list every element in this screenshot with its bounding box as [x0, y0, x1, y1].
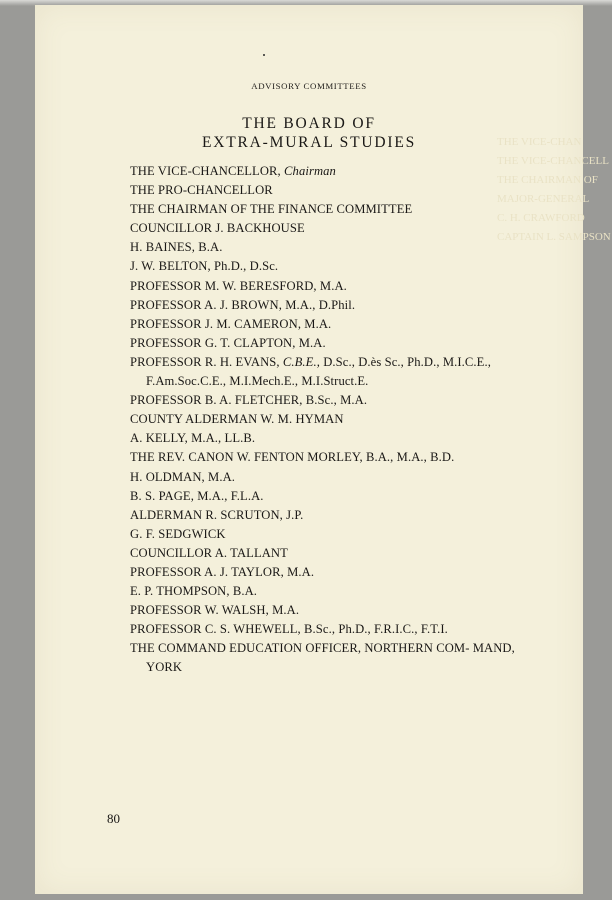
- member-item: PROFESSOR B. A. FLETCHER, B.Sc., M.A.: [130, 393, 368, 408]
- member-honour: C.B.E.,: [282, 354, 320, 369]
- member-item: THE COMMAND EDUCATION OFFICER, NORTHERN COM- MAND, YORK: [130, 641, 515, 675]
- show-through-ghost-text: THE VICE-CHAN THE VICE-CHANCELL THE CHAIRMAN OF MAJOR-GENERAL C. H. CRAWFORD CAPTAIN L. SAMPSON: [497, 136, 611, 243]
- member-item: PROFESSOR A. J. TAYLOR, M.A.: [130, 564, 315, 579]
- member-item: PROFESSOR C. S. WHEWELL, B.Sc., Ph.D., F.R.I.C., F.T.I.: [130, 622, 448, 637]
- member-item: A. KELLY, M.A., LL.B.: [130, 431, 256, 446]
- print-speck: [263, 54, 265, 56]
- document-page: [35, 5, 611, 894]
- page-title: [35, 114, 583, 152]
- member-item: [130, 353, 550, 391]
- member-item: PROFESSOR M. W. BERESFORD, M.A.: [130, 278, 347, 293]
- member-item: PROFESSOR W. WALSH, M.A.: [130, 603, 300, 618]
- member-role: Chairman: [284, 164, 336, 178]
- member-item: H. BAINES, B.A.: [130, 240, 223, 255]
- title-line-1: THE BOARD OF: [242, 115, 376, 132]
- member-item: PROFESSOR G. T. CLAPTON, M.A.: [130, 335, 326, 350]
- running-head: ADVISORY COMMITTEES: [251, 81, 367, 91]
- member-item: PROFESSOR J. M. CAMERON, M.A.: [130, 316, 332, 331]
- member-qualifications: D.Sc., D.ès Sc., Ph.D., M.I.C.E., F.Am.Soc.C.E., M.I.Mech.E., M.I.Struct.E.: [146, 354, 491, 389]
- member-item: THE REV. CANON W. FENTON MORLEY, B.A., M.A., B.D.: [130, 450, 455, 465]
- member-list: [130, 162, 550, 678]
- member-item: B. S. PAGE, M.A., F.L.A.: [130, 488, 264, 503]
- member-item: THE PRO-CHANCELLOR: [130, 183, 273, 198]
- member-name: THE VICE-CHANCELLOR,: [130, 164, 281, 178]
- page-number: 80: [107, 811, 120, 826]
- member-item: COUNTY ALDERMAN W. M. HYMAN: [130, 412, 344, 427]
- member-item: [130, 162, 550, 181]
- member-item: PROFESSOR A. J. BROWN, M.A., D.Phil.: [130, 297, 356, 312]
- member-item: THE CHAIRMAN OF THE FINANCE COMMITTEE: [130, 202, 413, 217]
- member-item: ALDERMAN R. SCRUTON, J.P.: [130, 507, 304, 522]
- member-name: PROFESSOR R. H. EVANS,: [130, 354, 280, 369]
- title-line-2: EXTRA-MURAL STUDIES: [201, 134, 417, 151]
- member-item: COUNCILLOR J. BACKHOUSE: [130, 221, 305, 236]
- member-item: E. P. THOMPSON, B.A.: [130, 584, 258, 599]
- member-item: J. W. BELTON, Ph.D., D.Sc.: [130, 259, 279, 274]
- member-item: H. OLDMAN, M.A.: [130, 469, 236, 484]
- member-item: G. F. SEDGWICK: [130, 526, 226, 541]
- member-item: COUNCILLOR A. TALLANT: [130, 545, 288, 560]
